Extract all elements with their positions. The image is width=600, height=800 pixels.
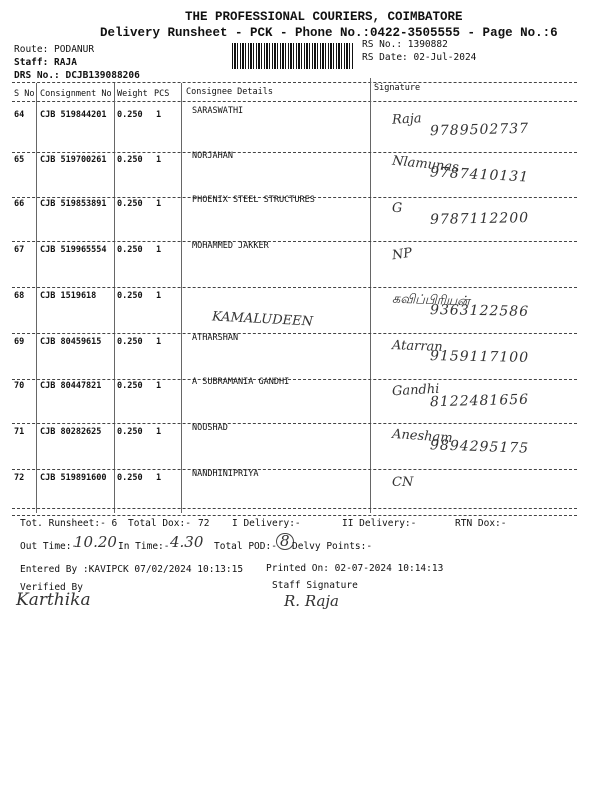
row-pcs: 1 bbox=[156, 427, 162, 437]
row-sno: 66 bbox=[14, 199, 25, 209]
runsheet-subtitle: Delivery Runsheet - PCK - Phone No.:0422-3505555 - Page No.:6 bbox=[100, 26, 558, 40]
row-consignee: ATHARSHAN bbox=[192, 333, 239, 343]
row-signature: Anesham bbox=[391, 426, 454, 447]
row-separator bbox=[12, 287, 577, 288]
row-pcs: 1 bbox=[156, 199, 162, 209]
i-delivery: I Delivery:- bbox=[232, 518, 301, 529]
row-signature: G bbox=[391, 200, 403, 217]
row-signature: Nlamunas bbox=[391, 153, 460, 176]
row-sno: 69 bbox=[14, 337, 25, 347]
rtn-dox: RTN Dox:- bbox=[455, 518, 507, 529]
staff-signature: R. Raja bbox=[284, 592, 340, 610]
ii-delivery: II Delivery:- bbox=[342, 518, 417, 529]
row-weight: 0.250 bbox=[117, 427, 143, 437]
row-weight: 0.250 bbox=[117, 199, 143, 209]
row-separator bbox=[12, 515, 577, 516]
out-time-value: 10.20 bbox=[74, 533, 117, 551]
row-separator bbox=[12, 152, 577, 153]
row-sno: 68 bbox=[14, 291, 25, 301]
row-consignment: CJB 519853891 bbox=[40, 199, 107, 209]
row-signature: கவிப்பிரியன் bbox=[391, 291, 471, 310]
row-consignment: CJB 80459615 bbox=[40, 337, 102, 347]
header-bottom-rule bbox=[12, 101, 577, 102]
row-signature: Gandhi bbox=[391, 381, 440, 400]
row-consignee: NOUSHAD bbox=[192, 423, 228, 433]
row-signature: NP bbox=[391, 245, 414, 264]
row-pcs: 1 bbox=[156, 155, 162, 165]
row-pcs: 1 bbox=[156, 291, 162, 301]
row-weight: 0.250 bbox=[117, 245, 143, 255]
row-phone: 9787410131 bbox=[429, 164, 530, 186]
row-signature: Raja bbox=[391, 111, 422, 128]
row-phone: 9159117100 bbox=[429, 348, 530, 366]
row-phone: 9787112200 bbox=[429, 210, 530, 228]
verified-signature: Karthika bbox=[16, 590, 91, 610]
total-pod-label: Total POD:- bbox=[214, 541, 277, 552]
barcode bbox=[232, 43, 354, 69]
row-pcs: 1 bbox=[156, 245, 162, 255]
row-separator bbox=[12, 379, 577, 380]
row-consignee: SARASWATHI bbox=[192, 106, 244, 116]
col-divider bbox=[181, 83, 182, 513]
row-pcs: 1 bbox=[156, 381, 162, 391]
col-divider bbox=[36, 83, 37, 513]
in-time-value: 4.30 bbox=[170, 533, 204, 551]
total-pod-value: 8 bbox=[276, 533, 294, 550]
row-consignee: MOHAMMED JAKKER bbox=[192, 241, 269, 251]
row-pcs: 1 bbox=[156, 473, 162, 483]
row-consignment: CJB 519891600 bbox=[40, 473, 107, 483]
col-weight: Weight bbox=[117, 89, 148, 99]
row-separator bbox=[12, 423, 577, 424]
row-weight: 0.250 bbox=[117, 291, 143, 301]
row-separator bbox=[12, 333, 577, 334]
row-weight: 0.250 bbox=[117, 155, 143, 165]
header-top-rule bbox=[12, 82, 577, 83]
col-consignment: Consignment No bbox=[40, 89, 112, 99]
row-phone: 9894295175 bbox=[429, 437, 530, 457]
row-signature: CN bbox=[392, 475, 414, 490]
col-signature: Signature bbox=[374, 83, 421, 93]
row-sno: 64 bbox=[14, 110, 25, 120]
in-time-label: In Time:- bbox=[118, 541, 170, 552]
col-divider bbox=[114, 83, 115, 513]
row-consignment: CJB 1519618 bbox=[40, 291, 97, 301]
row-sno: 65 bbox=[14, 155, 25, 165]
totals-top-rule bbox=[12, 508, 577, 509]
row-consignee: NANDHINIPRIYA bbox=[192, 469, 259, 479]
handwritten-name: KAMALUDEEN bbox=[211, 309, 314, 330]
row-consignee: A SUBRAMANIA GANDHI bbox=[192, 377, 290, 387]
col-consignee: Consignee Details bbox=[186, 87, 273, 97]
row-sno: 72 bbox=[14, 473, 25, 483]
verified-by-label: Verified By bbox=[20, 582, 83, 593]
row-separator bbox=[12, 241, 577, 242]
row-sno: 67 bbox=[14, 245, 25, 255]
total-dox-value: 72 bbox=[198, 518, 210, 529]
row-weight: 0.250 bbox=[117, 381, 143, 391]
row-weight: 0.250 bbox=[117, 473, 143, 483]
rs-number: RS No.: 1390882 bbox=[362, 39, 448, 50]
row-phone: 9789502737 bbox=[429, 120, 530, 140]
row-separator bbox=[12, 469, 577, 470]
row-pcs: 1 bbox=[156, 337, 162, 347]
row-consignment: CJB 519844201 bbox=[40, 110, 107, 120]
company-title: THE PROFESSIONAL COURIERS, COIMBATORE bbox=[185, 10, 463, 24]
row-consignment: CJB 519700261 bbox=[40, 155, 107, 165]
row-sno: 71 bbox=[14, 427, 25, 437]
row-weight: 0.250 bbox=[117, 337, 143, 347]
row-consignee: NORJAHAN bbox=[192, 151, 233, 161]
row-consignee: PHOENIX STEEL STRUCTURES bbox=[192, 195, 315, 205]
row-consignment: CJB 80282625 bbox=[40, 427, 102, 437]
drs-number: DRS No.: DCJB139088206 bbox=[14, 70, 140, 81]
entered-by: Entered By :KAVIPCK 07/02/2024 10:13:15 bbox=[20, 564, 244, 575]
printed-on: Printed On: 02-07-2024 10:14:13 bbox=[266, 563, 444, 574]
staff-label: Staff: RAJA bbox=[14, 57, 77, 68]
rs-date: RS Date: 02-Jul-2024 bbox=[362, 52, 477, 63]
row-phone: 8122481656 bbox=[429, 391, 530, 411]
tot-runsheet: Tot. Runsheet:- 6 bbox=[20, 518, 118, 529]
total-dox-label: Total Dox:- bbox=[128, 518, 191, 529]
col-sno: S No bbox=[14, 89, 35, 99]
delvy-points: Delvy Points:- bbox=[292, 541, 373, 552]
route-label: Route: PODANUR bbox=[14, 44, 95, 55]
out-time-label: Out Time:- bbox=[20, 541, 78, 552]
staff-signature-label: Staff Signature bbox=[272, 580, 358, 591]
col-pcs: PCS bbox=[154, 89, 170, 99]
col-divider bbox=[370, 78, 371, 513]
row-weight: 0.250 bbox=[117, 110, 143, 120]
row-phone: 9363122586 bbox=[429, 302, 530, 320]
row-pcs: 1 bbox=[156, 110, 162, 120]
row-signature: Atarran bbox=[391, 338, 443, 355]
row-consignment: CJB 80447821 bbox=[40, 381, 102, 391]
row-sno: 70 bbox=[14, 381, 25, 391]
row-consignment: CJB 519965554 bbox=[40, 245, 107, 255]
